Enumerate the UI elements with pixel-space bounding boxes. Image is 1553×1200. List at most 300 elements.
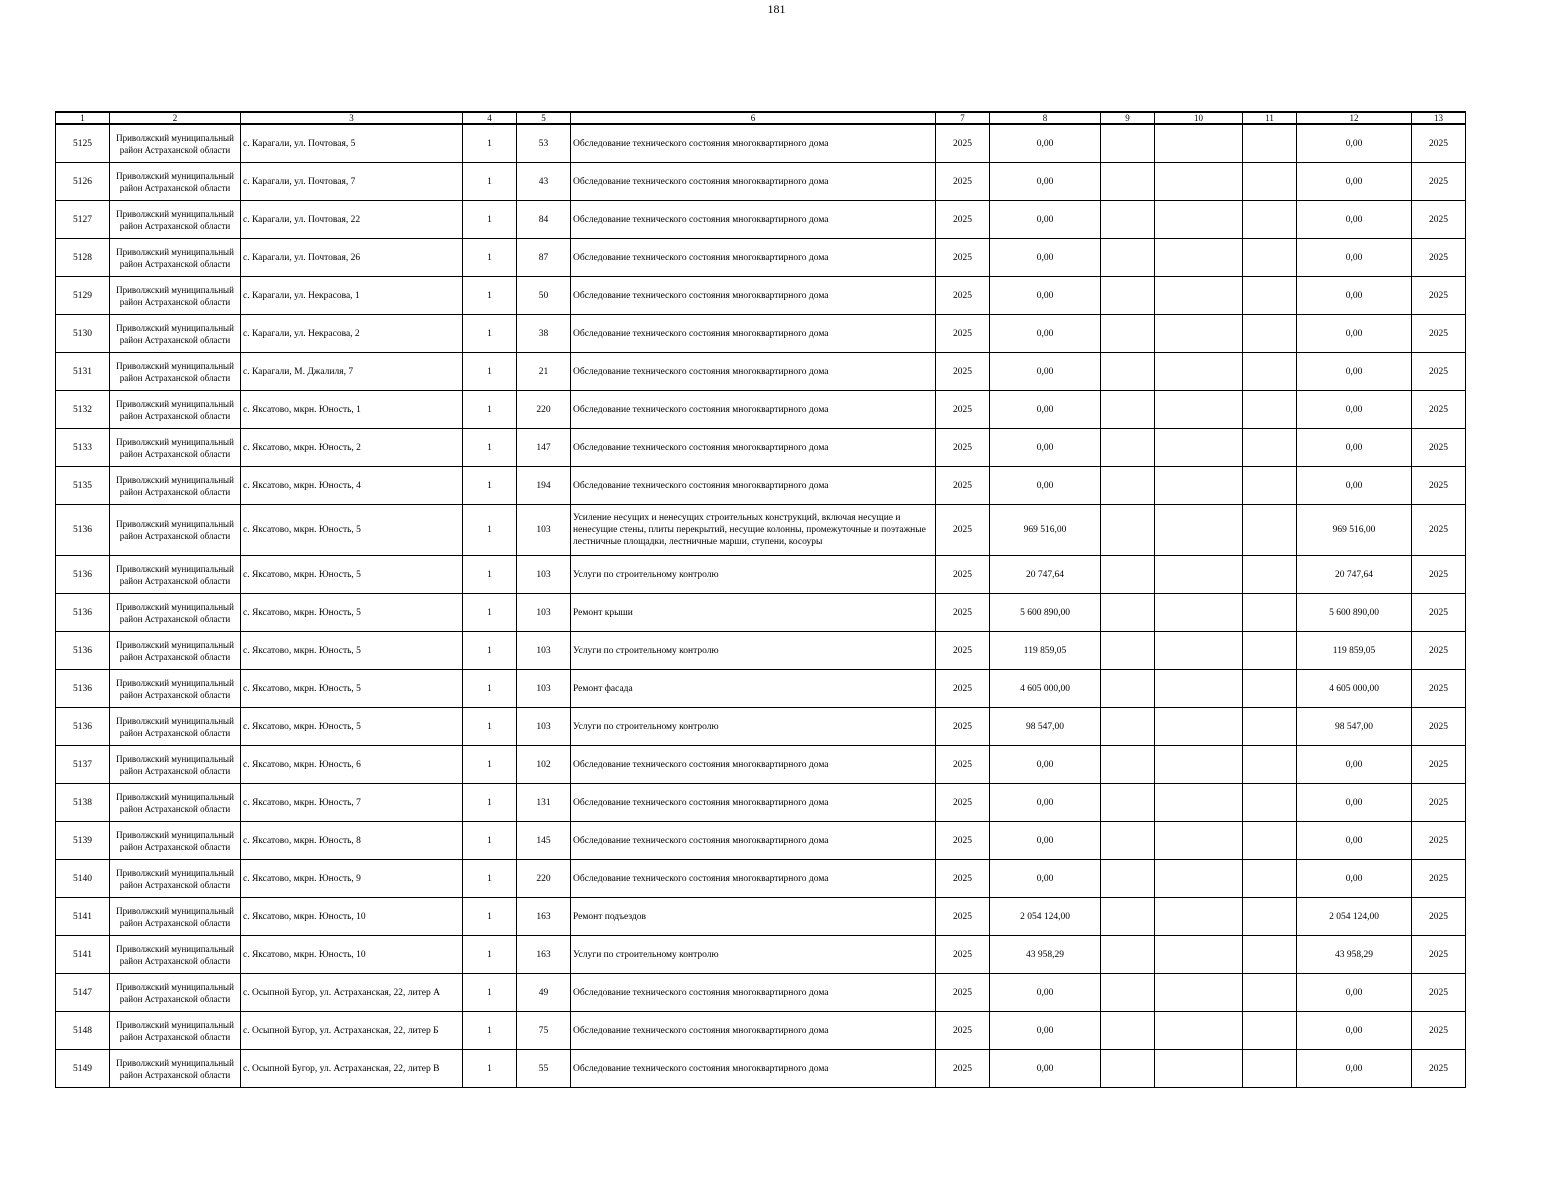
column-number-header xyxy=(56,112,1466,124)
col10-cell xyxy=(1155,391,1243,429)
col9-cell xyxy=(1101,1012,1155,1050)
table-row xyxy=(56,898,1466,936)
year-cell: 2025 xyxy=(936,708,990,746)
col11-cell xyxy=(1243,124,1297,163)
district-cell: Приволжский муниципальный район Астраханской области xyxy=(110,594,241,632)
col9-cell xyxy=(1101,391,1155,429)
col9-cell xyxy=(1101,239,1155,277)
year-cell: 2025 xyxy=(936,505,990,556)
address-cell: с. Карагали, ул. Почтовая, 5 xyxy=(241,124,463,163)
work-type-cell: Обследование технического состояния многоквартирного дома xyxy=(571,1050,936,1088)
cost-total-cell: 0,00 xyxy=(1297,353,1412,391)
cost-cell: 43 958,29 xyxy=(990,936,1101,974)
page-number: 181 xyxy=(767,2,786,16)
cost-total-cell: 98 547,00 xyxy=(1297,708,1412,746)
address-cell: с. Яксатово, мкрн. Юность, 2 xyxy=(241,429,463,467)
col9-cell xyxy=(1101,784,1155,822)
col10-cell xyxy=(1155,1012,1243,1050)
table-row xyxy=(56,1050,1466,1088)
col9-cell xyxy=(1101,670,1155,708)
district-cell: Приволжский муниципальный район Астраханской области xyxy=(110,556,241,594)
district-cell: Приволжский муниципальный район Астраханской области xyxy=(110,505,241,556)
completion-year-cell: 2025 xyxy=(1412,822,1466,860)
col10-cell xyxy=(1155,467,1243,505)
year-cell: 2025 xyxy=(936,201,990,239)
work-type-cell: Услуги по строительному контролю xyxy=(571,556,936,594)
table-row xyxy=(56,670,1466,708)
year-cell: 2025 xyxy=(936,594,990,632)
cost-total-cell: 0,00 xyxy=(1297,1050,1412,1088)
work-type-cell: Ремонт подъездов xyxy=(571,898,936,936)
completion-year-cell: 2025 xyxy=(1412,898,1466,936)
row-number-cell: 5136 xyxy=(56,505,110,556)
table-row xyxy=(56,594,1466,632)
address-cell: с. Яксатово, мкрн. Юность, 10 xyxy=(241,936,463,974)
col5-cell: 43 xyxy=(517,163,571,201)
work-type-cell: Обследование технического состояния многоквартирного дома xyxy=(571,467,936,505)
col9-cell xyxy=(1101,708,1155,746)
row-number-cell: 5141 xyxy=(56,898,110,936)
address-cell: с. Яксатово, мкрн. Юность, 5 xyxy=(241,632,463,670)
col11-cell xyxy=(1243,822,1297,860)
col10-cell xyxy=(1155,632,1243,670)
cost-cell: 0,00 xyxy=(990,315,1101,353)
completion-year-cell: 2025 xyxy=(1412,239,1466,277)
col9-cell xyxy=(1101,505,1155,556)
col9-cell xyxy=(1101,124,1155,163)
col10-cell xyxy=(1155,201,1243,239)
col10-cell xyxy=(1155,353,1243,391)
completion-year-cell: 2025 xyxy=(1412,315,1466,353)
year-cell: 2025 xyxy=(936,1012,990,1050)
col11-cell xyxy=(1243,163,1297,201)
col4-cell: 1 xyxy=(463,277,517,315)
col5-cell: 87 xyxy=(517,239,571,277)
cost-total-cell: 969 516,00 xyxy=(1297,505,1412,556)
col4-cell: 1 xyxy=(463,936,517,974)
work-type-cell: Обследование технического состояния многоквартирного дома xyxy=(571,784,936,822)
col9-cell xyxy=(1101,315,1155,353)
col10-cell xyxy=(1155,898,1243,936)
district-cell: Приволжский муниципальный район Астраханской области xyxy=(110,315,241,353)
year-cell: 2025 xyxy=(936,315,990,353)
address-cell: с. Яксатово, мкрн. Юность, 6 xyxy=(241,746,463,784)
table-row xyxy=(56,632,1466,670)
col5-cell: 49 xyxy=(517,974,571,1012)
address-cell: с. Карагали, ул. Некрасова, 1 xyxy=(241,277,463,315)
row-number-cell: 5147 xyxy=(56,974,110,1012)
row-number-cell: 5129 xyxy=(56,277,110,315)
col10-cell xyxy=(1155,505,1243,556)
completion-year-cell: 2025 xyxy=(1412,860,1466,898)
work-type-cell: Обследование технического состояния многоквартирного дома xyxy=(571,1012,936,1050)
district-cell: Приволжский муниципальный район Астраханской области xyxy=(110,239,241,277)
row-number-cell: 5136 xyxy=(56,556,110,594)
address-cell: с. Яксатово, мкрн. Юность, 5 xyxy=(241,594,463,632)
col9-cell xyxy=(1101,974,1155,1012)
header-cell: 9 xyxy=(1101,112,1155,124)
cost-cell: 0,00 xyxy=(990,784,1101,822)
cost-total-cell: 0,00 xyxy=(1297,124,1412,163)
cost-total-cell: 0,00 xyxy=(1297,1012,1412,1050)
col10-cell xyxy=(1155,860,1243,898)
col4-cell: 1 xyxy=(463,391,517,429)
completion-year-cell: 2025 xyxy=(1412,556,1466,594)
col10-cell xyxy=(1155,239,1243,277)
header-cell: 13 xyxy=(1412,112,1466,124)
cost-cell: 0,00 xyxy=(990,860,1101,898)
col10-cell xyxy=(1155,277,1243,315)
completion-year-cell: 2025 xyxy=(1412,163,1466,201)
work-type-cell: Обследование технического состояния многоквартирного дома xyxy=(571,239,936,277)
col11-cell xyxy=(1243,467,1297,505)
district-cell: Приволжский муниципальный район Астраханской области xyxy=(110,1050,241,1088)
col11-cell xyxy=(1243,1012,1297,1050)
col9-cell xyxy=(1101,201,1155,239)
address-cell: с. Яксатово, мкрн. Юность, 9 xyxy=(241,860,463,898)
cost-total-cell: 2 054 124,00 xyxy=(1297,898,1412,936)
col4-cell: 1 xyxy=(463,632,517,670)
cost-cell: 0,00 xyxy=(990,1050,1101,1088)
completion-year-cell: 2025 xyxy=(1412,391,1466,429)
col11-cell xyxy=(1243,429,1297,467)
year-cell: 2025 xyxy=(936,632,990,670)
cost-cell: 119 859,05 xyxy=(990,632,1101,670)
row-number-cell: 5138 xyxy=(56,784,110,822)
col5-cell: 75 xyxy=(517,1012,571,1050)
work-type-cell: Ремонт крыши xyxy=(571,594,936,632)
table-row xyxy=(56,708,1466,746)
col9-cell xyxy=(1101,163,1155,201)
header-cell: 6 xyxy=(571,112,936,124)
col11-cell xyxy=(1243,353,1297,391)
col5-cell: 194 xyxy=(517,467,571,505)
cost-cell: 98 547,00 xyxy=(990,708,1101,746)
cost-total-cell: 0,00 xyxy=(1297,429,1412,467)
completion-year-cell: 2025 xyxy=(1412,201,1466,239)
completion-year-cell: 2025 xyxy=(1412,429,1466,467)
col4-cell: 1 xyxy=(463,239,517,277)
row-number-cell: 5131 xyxy=(56,353,110,391)
col11-cell xyxy=(1243,315,1297,353)
col5-cell: 147 xyxy=(517,429,571,467)
col4-cell: 1 xyxy=(463,201,517,239)
row-number-cell: 5149 xyxy=(56,1050,110,1088)
row-number-cell: 5135 xyxy=(56,467,110,505)
col11-cell xyxy=(1243,277,1297,315)
address-cell: с. Яксатово, мкрн. Юность, 1 xyxy=(241,391,463,429)
table-row xyxy=(56,429,1466,467)
col11-cell xyxy=(1243,860,1297,898)
year-cell: 2025 xyxy=(936,429,990,467)
work-type-cell: Ремонт фасада xyxy=(571,670,936,708)
address-cell: с. Осыпной Бугор, ул. Астраханская, 22, литер В xyxy=(241,1050,463,1088)
table-row xyxy=(56,163,1466,201)
header-cell: 2 xyxy=(110,112,241,124)
col5-cell: 145 xyxy=(517,822,571,860)
col11-cell xyxy=(1243,239,1297,277)
col4-cell: 1 xyxy=(463,898,517,936)
completion-year-cell: 2025 xyxy=(1412,936,1466,974)
col4-cell: 1 xyxy=(463,556,517,594)
district-cell: Приволжский муниципальный район Астраханской области xyxy=(110,201,241,239)
col10-cell xyxy=(1155,708,1243,746)
cost-total-cell: 4 605 000,00 xyxy=(1297,670,1412,708)
header-cell: 7 xyxy=(936,112,990,124)
cost-cell: 0,00 xyxy=(990,391,1101,429)
col10-cell xyxy=(1155,784,1243,822)
completion-year-cell: 2025 xyxy=(1412,784,1466,822)
completion-year-cell: 2025 xyxy=(1412,594,1466,632)
year-cell: 2025 xyxy=(936,898,990,936)
cost-cell: 0,00 xyxy=(990,124,1101,163)
work-type-cell: Обследование технического состояния многоквартирного дома xyxy=(571,277,936,315)
col9-cell xyxy=(1101,277,1155,315)
header-cell: 5 xyxy=(517,112,571,124)
work-type-cell: Усиление несущих и ненесущих строительных конструкций, включая несущие и ненесущие стены, плиты перекрытий, несущие колонны, промежуточные и поэтажные лестничные площадки, лестничные марши, ступени, косоуры xyxy=(571,505,936,556)
col5-cell: 103 xyxy=(517,708,571,746)
col9-cell xyxy=(1101,632,1155,670)
col10-cell xyxy=(1155,746,1243,784)
table-row xyxy=(56,467,1466,505)
district-cell: Приволжский муниципальный район Астраханской области xyxy=(110,936,241,974)
col4-cell: 1 xyxy=(463,860,517,898)
address-cell: с. Яксатово, мкрн. Юность, 10 xyxy=(241,898,463,936)
col10-cell xyxy=(1155,429,1243,467)
year-cell: 2025 xyxy=(936,239,990,277)
col10-cell xyxy=(1155,822,1243,860)
col11-cell xyxy=(1243,505,1297,556)
col4-cell: 1 xyxy=(463,1050,517,1088)
table-row xyxy=(56,201,1466,239)
district-cell: Приволжский муниципальный район Астраханской области xyxy=(110,708,241,746)
completion-year-cell: 2025 xyxy=(1412,974,1466,1012)
table-row xyxy=(56,505,1466,556)
cost-cell: 0,00 xyxy=(990,353,1101,391)
year-cell: 2025 xyxy=(936,556,990,594)
work-type-cell: Обследование технического состояния многоквартирного дома xyxy=(571,315,936,353)
row-number-cell: 5140 xyxy=(56,860,110,898)
cost-total-cell: 0,00 xyxy=(1297,163,1412,201)
table-row xyxy=(56,974,1466,1012)
row-number-cell: 5137 xyxy=(56,746,110,784)
cost-cell: 0,00 xyxy=(990,277,1101,315)
col11-cell xyxy=(1243,391,1297,429)
col11-cell xyxy=(1243,898,1297,936)
table-row xyxy=(56,391,1466,429)
col11-cell xyxy=(1243,1050,1297,1088)
year-cell: 2025 xyxy=(936,860,990,898)
district-cell: Приволжский муниципальный район Астраханской области xyxy=(110,391,241,429)
address-cell: с. Осыпной Бугор, ул. Астраханская, 22, литер Б xyxy=(241,1012,463,1050)
cost-cell: 969 516,00 xyxy=(990,505,1101,556)
col4-cell: 1 xyxy=(463,467,517,505)
col9-cell xyxy=(1101,1050,1155,1088)
district-cell: Приволжский муниципальный район Астраханской области xyxy=(110,277,241,315)
table-row xyxy=(56,239,1466,277)
table-row xyxy=(56,353,1466,391)
table-row xyxy=(56,822,1466,860)
col9-cell xyxy=(1101,936,1155,974)
address-cell: с. Яксатово, мкрн. Юность, 5 xyxy=(241,556,463,594)
district-cell: Приволжский муниципальный район Астраханской области xyxy=(110,860,241,898)
address-cell: с. Карагали, ул. Некрасова, 2 xyxy=(241,315,463,353)
work-type-cell: Обследование технического состояния многоквартирного дома xyxy=(571,974,936,1012)
cost-cell: 0,00 xyxy=(990,467,1101,505)
completion-year-cell: 2025 xyxy=(1412,505,1466,556)
district-cell: Приволжский муниципальный район Астраханской области xyxy=(110,353,241,391)
address-cell: с. Яксатово, мкрн. Юность, 5 xyxy=(241,708,463,746)
district-cell: Приволжский муниципальный район Астраханской области xyxy=(110,822,241,860)
capital-repair-table xyxy=(55,111,1466,1088)
cost-total-cell: 0,00 xyxy=(1297,860,1412,898)
address-cell: с. Яксатово, мкрн. Юность, 5 xyxy=(241,670,463,708)
col5-cell: 55 xyxy=(517,1050,571,1088)
year-cell: 2025 xyxy=(936,936,990,974)
cost-total-cell: 0,00 xyxy=(1297,746,1412,784)
header-cell: 3 xyxy=(241,112,463,124)
district-cell: Приволжский муниципальный район Астраханской области xyxy=(110,898,241,936)
year-cell: 2025 xyxy=(936,124,990,163)
col4-cell: 1 xyxy=(463,822,517,860)
col11-cell xyxy=(1243,594,1297,632)
completion-year-cell: 2025 xyxy=(1412,632,1466,670)
cost-cell: 4 605 000,00 xyxy=(990,670,1101,708)
row-number-cell: 5128 xyxy=(56,239,110,277)
table-row xyxy=(56,936,1466,974)
year-cell: 2025 xyxy=(936,974,990,1012)
row-number-cell: 5126 xyxy=(56,163,110,201)
col4-cell: 1 xyxy=(463,670,517,708)
table-row xyxy=(56,746,1466,784)
row-number-cell: 5127 xyxy=(56,201,110,239)
col11-cell xyxy=(1243,936,1297,974)
col10-cell xyxy=(1155,936,1243,974)
row-number-cell: 5136 xyxy=(56,708,110,746)
row-number-cell: 5136 xyxy=(56,632,110,670)
row-number-cell: 5133 xyxy=(56,429,110,467)
col4-cell: 1 xyxy=(463,784,517,822)
cost-total-cell: 5 600 890,00 xyxy=(1297,594,1412,632)
table-row xyxy=(56,1012,1466,1050)
col5-cell: 131 xyxy=(517,784,571,822)
col11-cell xyxy=(1243,670,1297,708)
cost-cell: 0,00 xyxy=(990,201,1101,239)
col4-cell: 1 xyxy=(463,353,517,391)
work-type-cell: Услуги по строительному контролю xyxy=(571,936,936,974)
cost-total-cell: 119 859,05 xyxy=(1297,632,1412,670)
row-number-cell: 5130 xyxy=(56,315,110,353)
year-cell: 2025 xyxy=(936,746,990,784)
col9-cell xyxy=(1101,594,1155,632)
work-type-cell: Услуги по строительному контролю xyxy=(571,708,936,746)
address-cell: с. Яксатово, мкрн. Юность, 4 xyxy=(241,467,463,505)
completion-year-cell: 2025 xyxy=(1412,746,1466,784)
row-number-cell: 5125 xyxy=(56,124,110,163)
completion-year-cell: 2025 xyxy=(1412,1012,1466,1050)
col5-cell: 103 xyxy=(517,594,571,632)
completion-year-cell: 2025 xyxy=(1412,708,1466,746)
col5-cell: 38 xyxy=(517,315,571,353)
table-row xyxy=(56,784,1466,822)
col10-cell xyxy=(1155,1050,1243,1088)
col10-cell xyxy=(1155,670,1243,708)
header-cell: 8 xyxy=(990,112,1101,124)
district-cell: Приволжский муниципальный район Астраханской области xyxy=(110,784,241,822)
col4-cell: 1 xyxy=(463,505,517,556)
address-cell: с. Яксатово, мкрн. Юность, 5 xyxy=(241,505,463,556)
table-row xyxy=(56,315,1466,353)
cost-cell: 20 747,64 xyxy=(990,556,1101,594)
work-type-cell: Обследование технического состояния многоквартирного дома xyxy=(571,124,936,163)
work-type-cell: Обследование технического состояния многоквартирного дома xyxy=(571,860,936,898)
col9-cell xyxy=(1101,898,1155,936)
address-cell: с. Карагали, ул. Почтовая, 22 xyxy=(241,201,463,239)
col9-cell xyxy=(1101,467,1155,505)
work-type-cell: Обследование технического состояния многоквартирного дома xyxy=(571,391,936,429)
district-cell: Приволжский муниципальный район Астраханской области xyxy=(110,670,241,708)
address-cell: с. Осыпной Бугор, ул. Астраханская, 22, литер А xyxy=(241,974,463,1012)
col11-cell xyxy=(1243,632,1297,670)
table-row xyxy=(56,277,1466,315)
table-row xyxy=(56,124,1466,163)
col11-cell xyxy=(1243,974,1297,1012)
cost-cell: 0,00 xyxy=(990,822,1101,860)
address-cell: с. Яксатово, мкрн. Юность, 8 xyxy=(241,822,463,860)
work-type-cell: Обследование технического состояния многоквартирного дома xyxy=(571,822,936,860)
cost-total-cell: 0,00 xyxy=(1297,467,1412,505)
district-cell: Приволжский муниципальный район Астраханской области xyxy=(110,632,241,670)
district-cell: Приволжский муниципальный район Астраханской области xyxy=(110,124,241,163)
col5-cell: 220 xyxy=(517,860,571,898)
cost-total-cell: 43 958,29 xyxy=(1297,936,1412,974)
header-cell: 4 xyxy=(463,112,517,124)
work-type-cell: Обследование технического состояния многоквартирного дома xyxy=(571,353,936,391)
address-cell: с. Карагали, ул. Почтовая, 26 xyxy=(241,239,463,277)
cost-total-cell: 0,00 xyxy=(1297,201,1412,239)
completion-year-cell: 2025 xyxy=(1412,467,1466,505)
row-number-cell: 5136 xyxy=(56,670,110,708)
cost-total-cell: 20 747,64 xyxy=(1297,556,1412,594)
cost-cell: 0,00 xyxy=(990,1012,1101,1050)
col4-cell: 1 xyxy=(463,429,517,467)
row-number-cell: 5139 xyxy=(56,822,110,860)
col5-cell: 103 xyxy=(517,505,571,556)
header-cell: 10 xyxy=(1155,112,1243,124)
work-type-cell: Услуги по строительному контролю xyxy=(571,632,936,670)
col9-cell xyxy=(1101,429,1155,467)
cost-cell: 5 600 890,00 xyxy=(990,594,1101,632)
year-cell: 2025 xyxy=(936,353,990,391)
year-cell: 2025 xyxy=(936,163,990,201)
year-cell: 2025 xyxy=(936,467,990,505)
col5-cell: 103 xyxy=(517,632,571,670)
col9-cell xyxy=(1101,822,1155,860)
completion-year-cell: 2025 xyxy=(1412,277,1466,315)
col10-cell xyxy=(1155,315,1243,353)
year-cell: 2025 xyxy=(936,391,990,429)
row-number-cell: 5148 xyxy=(56,1012,110,1050)
header-cell: 1 xyxy=(56,112,110,124)
completion-year-cell: 2025 xyxy=(1412,1050,1466,1088)
col10-cell xyxy=(1155,556,1243,594)
cost-total-cell: 0,00 xyxy=(1297,277,1412,315)
col4-cell: 1 xyxy=(463,163,517,201)
col4-cell: 1 xyxy=(463,315,517,353)
row-number-cell: 5132 xyxy=(56,391,110,429)
col9-cell xyxy=(1101,860,1155,898)
completion-year-cell: 2025 xyxy=(1412,353,1466,391)
